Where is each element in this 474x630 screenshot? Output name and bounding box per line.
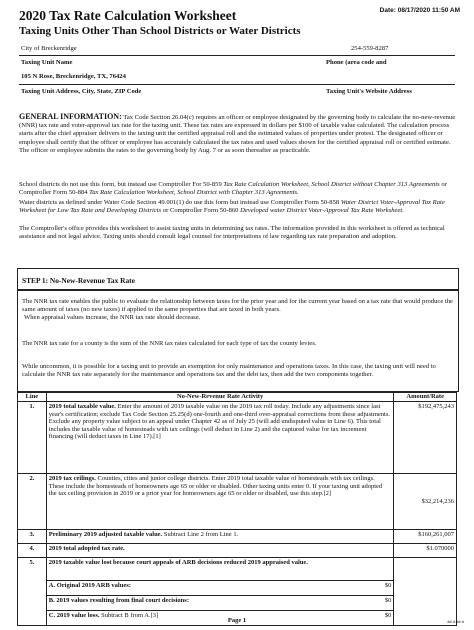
water-districts-text: or Comptroller Form 50-860 xyxy=(161,207,241,215)
sub-line-amount: $0 xyxy=(384,612,392,619)
line-activity xyxy=(46,474,394,530)
general-info-heading: GENERAL INFORMATION: xyxy=(19,112,122,121)
line-number: 1. xyxy=(18,402,47,474)
website-label: Taxing Unit's Website Address xyxy=(326,88,412,95)
form-50-859-title: Tax Rate Calculation Worksheet, School District without Chapter 313 Agreements xyxy=(223,181,440,188)
school-districts-paragraph xyxy=(19,181,459,197)
col-amount-header: Amount/Rate xyxy=(394,393,457,402)
taxing-unit-address-value: 105 N Rose, Breckenridge, TX, 76424 xyxy=(21,73,126,80)
line-amount: $32,214,236 xyxy=(394,474,457,530)
table-row xyxy=(18,474,457,530)
table-row xyxy=(18,544,457,558)
table-row xyxy=(18,558,457,626)
line-label: 2019 taxable value lost because court appeals of ARB decisions reduced 2019 appraised value. xyxy=(48,559,308,566)
line-number: 4. xyxy=(18,544,47,558)
form-50-858-title: Water District Voter-Approval Tax Rate Worksheet for Low Tax Rate and Developing Districts xyxy=(19,199,445,215)
phone-label: Phone (area code and xyxy=(326,59,387,66)
county-nnr-note: The NNR tax rate for a county is the sum of the NNR tax rates calculated for each type of tax the county levies. xyxy=(22,340,317,347)
line-label: Preliminary 2019 adjusted taxable value. xyxy=(48,531,163,538)
taxing-unit-name-value: City of Breckenridge xyxy=(21,45,77,52)
line-5-heading xyxy=(47,558,394,581)
table-header-row xyxy=(18,393,457,402)
sub-line-text: Subtract B from A.[3] xyxy=(99,612,159,619)
line-number: 3. xyxy=(18,530,47,544)
page-number: Page 1 xyxy=(227,617,247,624)
nnr-worksheet-table xyxy=(17,392,457,626)
nnr-description: The NNR tax rate enables the public to evaluate the relationship between taxes for the prior year and for the current year based on a tax rate that would produce the same amount of taxes (no new taxes) if applied to the same properties that are taxed in both years. xyxy=(22,298,453,313)
line-5b xyxy=(47,596,394,611)
form-50-860-title: Developed water District Voter-Approval Tax Rate Worksheet. xyxy=(240,207,404,215)
line-amount: $1.070000 xyxy=(394,544,457,558)
line-text: Counties, cities and junior college districts. Enter 2019 total taxable value of homesteads with tax ceilings. These include the homesteads of homeowners age 65 or older or disabled. Other taxing units enter 0. If your taxing unit adopted the tax ceiling provision in 2019 or a prior year for homeowners age 65 or older or disabled, use this step.[2] xyxy=(48,475,383,498)
sub-line-label: A. Original 2019 ARB values: xyxy=(48,582,131,589)
comptroller-paragraph: The Comptroller's office provides this worksheet to assist taxing units in determining tax rates. The information provided in this worksheet is offered as technical assistance and not legal advice. Taxing units should consult legal counsel for interpretations of law regarding tax rate preparation and adoption. xyxy=(19,225,445,241)
divider xyxy=(19,84,455,85)
divider xyxy=(19,55,455,56)
phone-value: 254-559-8287 xyxy=(351,45,389,52)
table-row xyxy=(18,530,457,544)
sub-line-amount: $0 xyxy=(384,582,392,589)
form-50-884-title: Tax Rate Calculation Worksheet, School District with Chapter 313 Agreements. xyxy=(89,189,299,197)
taxing-unit-address-label: Taxing Unit Address, City, State, ZIP Code xyxy=(21,88,142,95)
col-line-header: Line xyxy=(18,393,47,402)
sub-line-label: B. 2019 values resulting from final court decisions: xyxy=(48,597,189,604)
step1-heading: STEP 1: No-New-Revenue Tax Rate xyxy=(22,276,135,285)
line-label: 2019 total taxable value. xyxy=(48,403,116,410)
exemption-note: While uncommon, it is possible for a taxing unit to provide an exemption for only maintenance and operations taxes. In this case, the taxing unit will need to calculate the NNR tax rate separately for the maintenance and operations tax and the debt tax, then add the two components together. xyxy=(22,363,436,378)
line-label: 2019 total adopted tax rate. xyxy=(48,545,125,552)
line-amount: $160,261,007 xyxy=(394,530,457,544)
col-activity-header: No-New-Revenue Rate Activity xyxy=(46,393,394,402)
step1-heading-box xyxy=(17,268,459,290)
school-districts-text: or Comptroller Form 50-884 xyxy=(19,181,447,197)
general-info-paragraph xyxy=(19,113,459,155)
line-5a xyxy=(47,581,394,596)
line-number: 2. xyxy=(18,474,47,530)
line-activity xyxy=(46,402,394,474)
general-info-text: Tax Code Section 26.04(c) requires an officer or employee designated by the governing body to calculate the no-new-revenue (NNR) tax rate and voter-approval tax rate for the taxing unit. These tax rates are expressed in dollars per $100 of taxable value calculated. The calculation process starts after the chief appraiser delivers to the taxing unit the certified appraisal roll and the estimated values of properties under protest. The designated officer or employee shall certify that the officer or employee has accurately calculated the tax rates and used values shown for the certified appraisal roll or certified estimate. The officer or employee submits the rates to the governing body by Aug. 7 or as soon thereafter as practicable. xyxy=(19,114,456,154)
line-label: 2019 tax ceilings. xyxy=(48,475,96,482)
water-districts-paragraph xyxy=(19,199,459,215)
page-title: 2020 Tax Rate Calculation Worksheet xyxy=(19,8,237,23)
step1-intro-box xyxy=(17,290,459,392)
table-row xyxy=(18,402,457,474)
school-districts-text: School districts do not use this form, but instead use Comptroller For 50-859 xyxy=(19,181,224,188)
line-text: Subtract Line 2 from Line 1. xyxy=(162,531,239,538)
water-districts-text: Water districts as defined under Water Code Section 49.001(1) do use this form but instead use Comptroller Form 50-858 xyxy=(19,199,341,206)
line-amount xyxy=(394,558,457,626)
line-activity xyxy=(46,544,394,558)
sub-line-label: C. 2019 value loss. xyxy=(48,612,100,619)
line-activity xyxy=(46,558,394,626)
line-number: 5. xyxy=(18,558,47,626)
taxing-unit-name-label: Taxing Unit Name xyxy=(21,59,73,66)
line-text: Enter the amount of 2019 taxable value on the 2019 tax roll today. Include any adjustments since last year's certification; exclude Tax Code Section 25.25(d) one-fourth and one-third over-appraisal corrections from these adjustments. Exclude any property value subject to an appeal under Chapter 42 as of July 25 (will add undisputed value in Line 6). This total includes the taxable value of homesteads with tax ceilings (will deduct in Line 2) and the captured value for tax increment financing (will deduct taxes in Line 17).[1] xyxy=(48,403,390,441)
line-activity xyxy=(46,530,394,544)
step1-intro-text xyxy=(22,298,454,322)
nnr-appraisal-note: When appraisal values increase, the NNR tax rate should decrease. xyxy=(24,314,201,321)
form-number: ##.#.##.# xyxy=(447,619,464,624)
print-date: Date: 08/17/2020 11:50 AM xyxy=(379,7,460,14)
page-subtitle: Taxing Units Other Than School Districts or Water Districts xyxy=(19,25,301,37)
sub-line-amount: $0 xyxy=(384,597,392,604)
line-amount: $192,475,243 xyxy=(394,402,457,474)
